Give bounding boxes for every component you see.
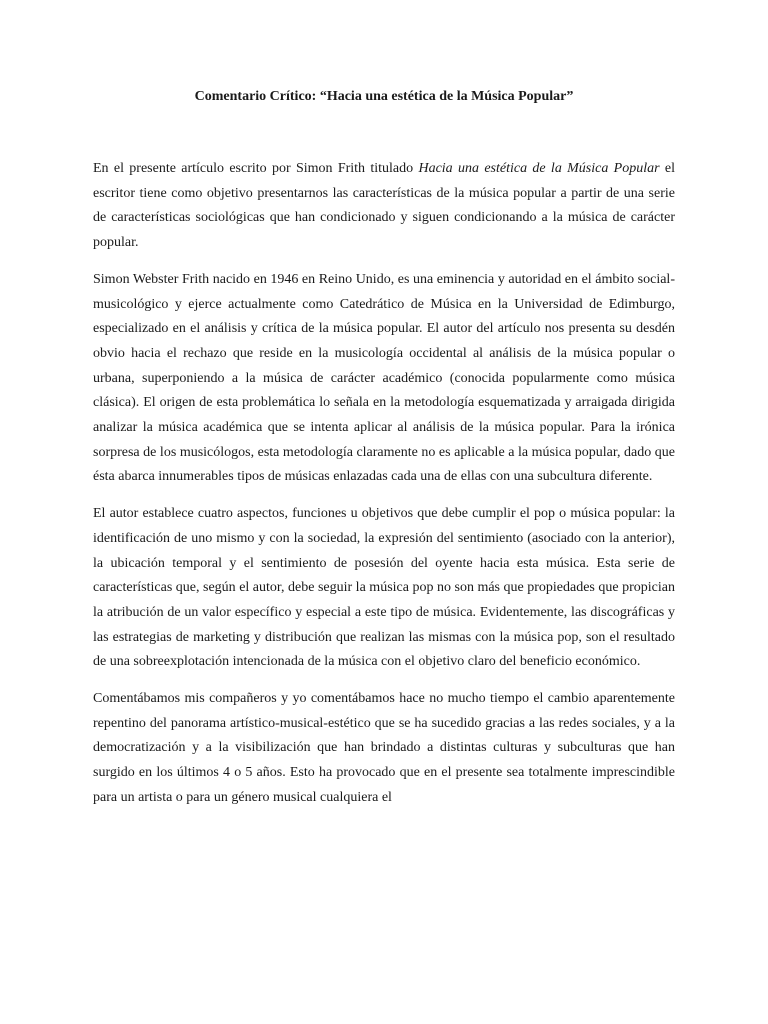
document-body xyxy=(93,157,675,823)
paragraph-2: Simon Webster Frith nacido en 1946 en Reino Unido, es una eminencia y autoridad en el ámbito social-musicológico y ejerce actualmente como Catedrático de Música en la Universidad de Edimburgo, especializado en el análisis y crítica de la música popular. El autor del artículo nos presenta su desdén obvio hacia el rechazo que reside en la musicología occidental al análisis de la música popular o urbana, superponiendo a la música de carácter académico (conocida popularmente como música clásica). El origen de esta problemática lo señala en la metodología esquematizada y arraigada dirigida analizar la música académica que se intenta aplicar al análisis de la música popular. Para la irónica sorpresa de los musicólogos, esta metodología claramente no es aplicable a la música popular, dado que ésta abarca innumerables tipos de músicas enlazadas cada una de ellas con una subcultura diferente. xyxy=(93,271,675,485)
paragraph-4: Comentábamos mis compañeros y yo comentábamos hace no mucho tiempo el cambio aparentemente repentino del panorama artístico-musical-estético que se ha sucedido gracias a las redes sociales, y a la democratización y a la visibilización que han brindado a distintas culturas y subculturas que han surgido en los últimos 4 o 5 años. Esto ha provocado que en el presente sea totalmente imprescindible para un artista o para un género musical cualquiera el xyxy=(93,691,675,805)
paragraph-3: El autor establece cuatro aspectos, funciones u objetivos que debe cumplir el pop o música popular: la identificación de uno mismo y con la sociedad, la expresión del sentimiento (asociado con la anterior), la ubicación temporal y el sentimiento de posesión del oyente hacia esta música. Esta serie de características que, según el autor, debe seguir la música pop no son más que propiedades que propician la atribución de un valor específico y especial a este tipo de música. Evidentemente, las discográficas y las estrategias de marketing y distribución que realizan las mismas con la música pop, son el resultado de una sobreexplotación intencionada de la música con el objetivo claro del beneficio económico. xyxy=(93,506,675,670)
document-title: Comentario Crítico: “Hacia una estética de la Música Popular” xyxy=(194,89,574,104)
paragraph-1-rest: el escritor tiene como objetivo presentarnos las características de la música popular a partir de una serie de características sociológicas que han condicionado y siguen condicionando a la música de carácter popular. xyxy=(93,161,675,251)
paragraph-1 xyxy=(93,157,675,256)
paragraph-1-start: En el presente artículo escrito por Simon Frith titulado xyxy=(93,161,419,176)
article-title-italic: Hacia una estética de la Música Popular xyxy=(418,161,660,176)
